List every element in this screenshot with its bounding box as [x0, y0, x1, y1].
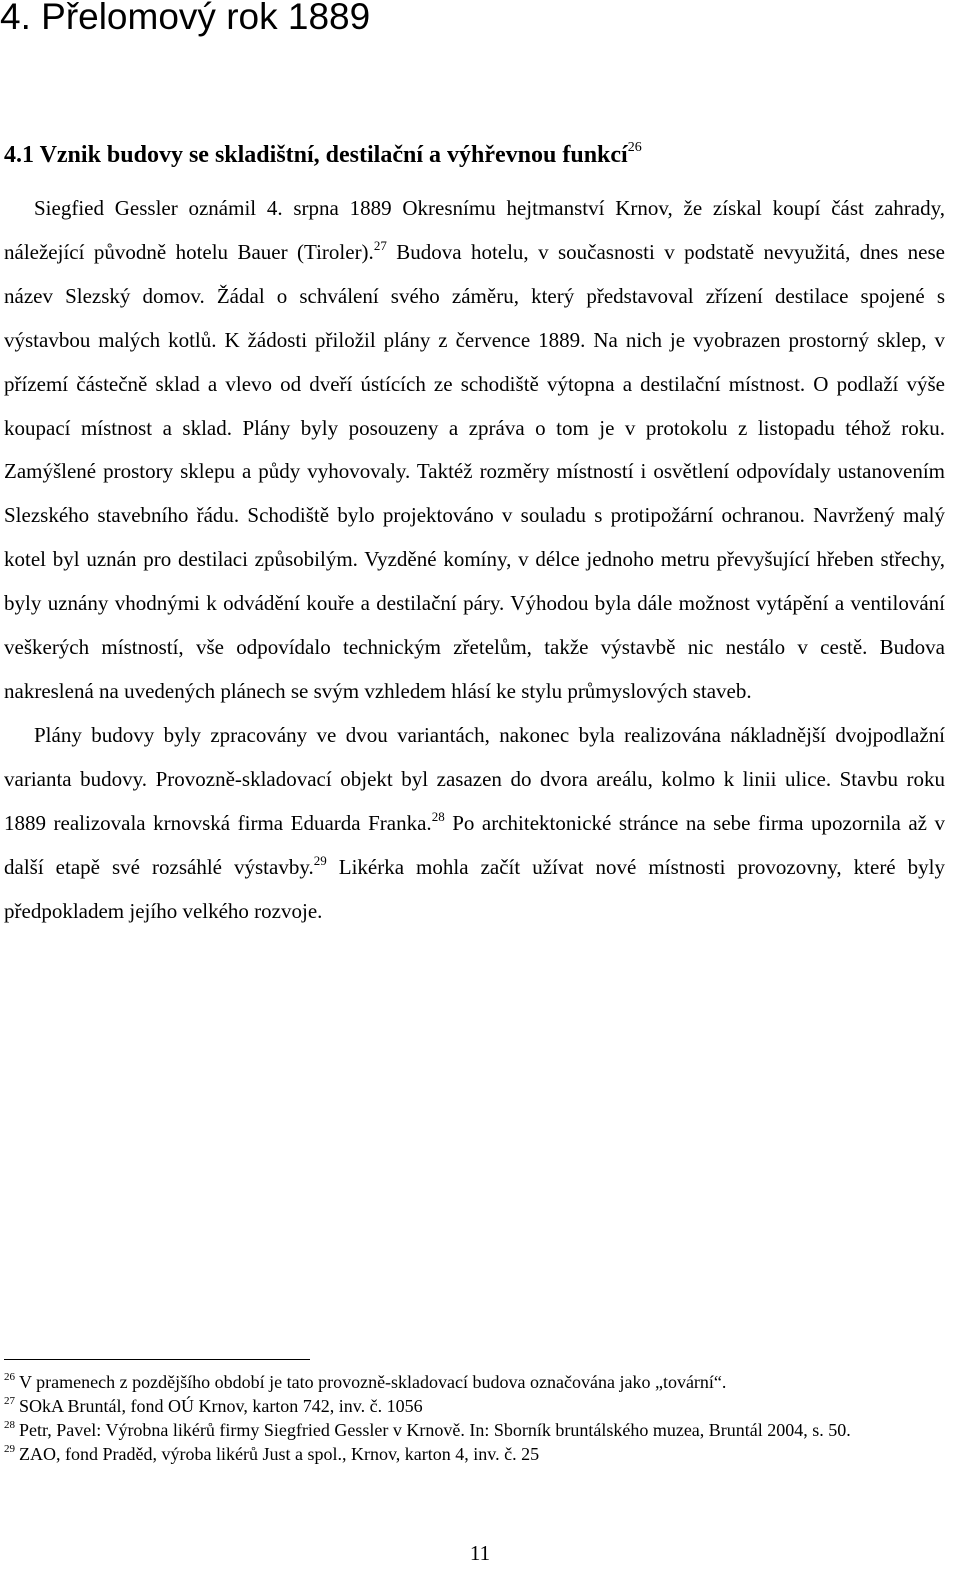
footnote-number: 29 — [4, 1443, 15, 1455]
paragraph-1 — [4, 187, 945, 714]
paragraph-text: Po architektonické stránce na sebe firma upozornila až v další etapě své rozsáhlé výstavby. — [4, 810, 945, 879]
paragraph-2 — [4, 714, 945, 934]
footnote-27 — [4, 1394, 945, 1418]
footnote-ref[interactable]: 28 — [431, 808, 445, 824]
page-number: 11 — [469, 1541, 491, 1565]
paragraph-text: Budova hotelu, v současnosti v podstatě nevyužitá, dnes nese název Slezský domov. Žádal o schválení svého záměru, který představoval zřízení destilace spojené s výstavbou malých kotlů. K žádosti přiložil plány z července 1889. Na nich je vyobrazen prostorný sklep, v přízemí částečně sklad a vlevo od dveří ústících ze schodiště výtopna a destilační místnost. O podlaží výše koupací místnost a sklad. Plány byly posouzeny a zpráva o tom je v protokolu z listopadu téhož roku. Zamýšlené prostory sklepu a půdy vyhovovaly. Taktéž rozměry místností i osvětlení odpovídaly ustanovením Slezského stavebního řádu. Schodiště bylo projektováno v souladu s protipožární ochranou. Navržený malý kotel byl uznán pro destilaci způsobilým. Vyzděné komíny, v délce jednoho metru převyšující hřeben střechy, byly uznány vhodnými k odvádění kouře a destilační páry. Výhodou byla dále možnost vytápění a ventilování veškerých místností, vše odpovídalo technickým zřetelům, takže výstavbě nic nestálo v cestě. Budova nakreslená na uvedených plánech se svým vzhledem hlásí ke stylu průmyslových staveb. — [4, 239, 945, 703]
section-title: 4.1 Vznik budovy se skladištní, destilační a výhřevnou funkcí — [4, 142, 628, 168]
paragraph-text: Siegfied Gessler oznámil 4. srpna 1889 Okresnímu hejtmanství Krnov, že získal koupí část zahrady, náležející původně hotelu Bauer (Tiroler). — [4, 196, 945, 264]
footnote-29 — [4, 1442, 945, 1466]
footnote-text: SOkA Bruntál, fond OÚ Krnov, karton 742, inv. č. 1056 — [19, 1396, 423, 1416]
footnotes — [4, 1370, 945, 1466]
section-heading — [4, 136, 642, 169]
section-footnote-ref[interactable]: 26 — [627, 140, 642, 155]
chapter-title: 4. Přelomový rok 1889 — [0, 0, 371, 37]
footnote-number: 28 — [4, 1419, 15, 1431]
footnote-28 — [4, 1418, 945, 1442]
footnote-text: Petr, Pavel: Výrobna likérů firmy Siegfried Gessler v Krnově. In: Sborník bruntálského muzea, Bruntál 2004, s. 50. — [19, 1420, 851, 1440]
footnote-number: 26 — [4, 1371, 15, 1383]
footnote-separator — [4, 1359, 310, 1360]
footnote-26 — [4, 1370, 945, 1394]
body-text — [4, 187, 945, 933]
footnote-text: V pramenech z pozdějšího období je tato provozně-skladovací budova označována jako „tovární“. — [19, 1372, 727, 1392]
paragraph-text: Likérka mohla začít užívat nové místnosti provozovny, které byly předpokladem jejího velkého rozvoje. — [4, 854, 945, 923]
paragraph-text: Plány budovy byly zpracovány ve dvou variantách, nakonec byla realizována nákladnější dvojpodlažní varianta budovy. Provozně-skladovací objekt byl zasazen do dvora areálu, kolmo k linii ulice. Stavbu roku 1889 realizovala krnovská firma Eduarda Franka. — [4, 722, 945, 835]
footnote-text: ZAO, fond Praděd, výroba likérů Just a spol., Krnov, karton 4, inv. č. 25 — [19, 1444, 540, 1464]
footnote-ref[interactable]: 27 — [373, 237, 387, 253]
footnote-number: 27 — [4, 1395, 15, 1407]
footnote-ref[interactable]: 29 — [313, 852, 327, 868]
